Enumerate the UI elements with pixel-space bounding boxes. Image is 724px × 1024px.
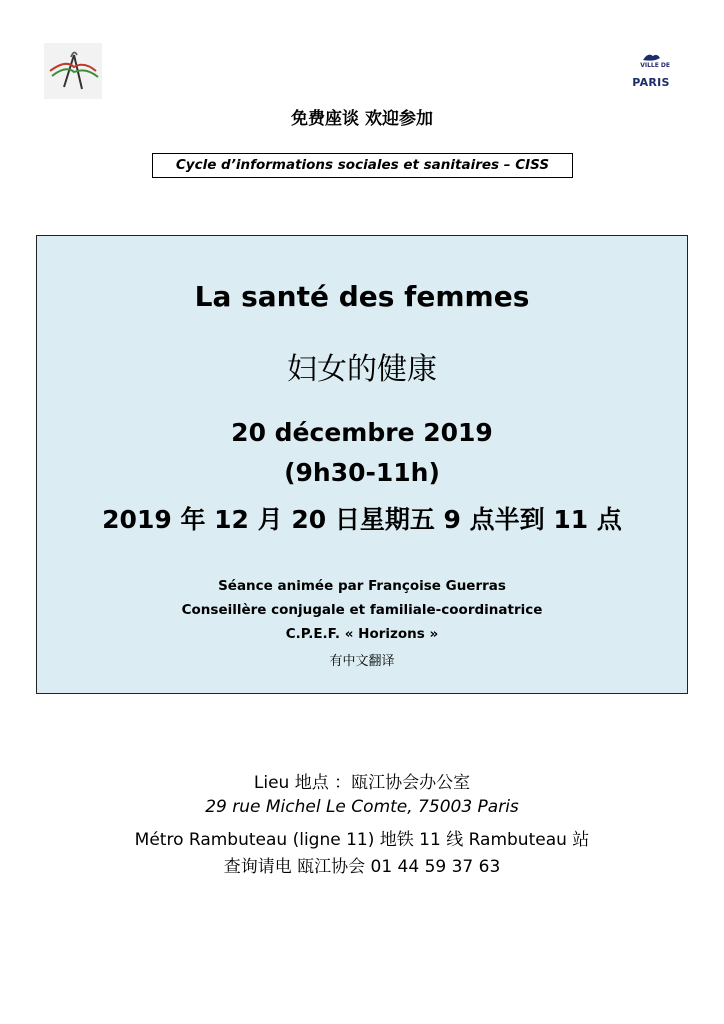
host-line: Séance animée par Françoise Guerras <box>218 578 506 594</box>
contact-line: 查询请电 瓯江协会 01 44 59 37 63 <box>223 857 501 877</box>
invitation-heading: 免费座谈 欢迎参加 <box>291 109 433 129</box>
address-line: 29 rue Michel Le Comte, 75003 Paris <box>205 797 519 817</box>
event-panel <box>36 235 688 694</box>
metro-line: Métro Rambuteau (ligne 11) 地铁 11 线 Rambuteau 站 <box>134 830 590 850</box>
translation-note: 有中文翻译 <box>329 654 395 669</box>
ville-de-label: VILLE DE <box>640 62 670 69</box>
host-org-line: C.P.E.F. « Horizons » <box>285 626 439 642</box>
event-time: (9h30-11h) <box>284 458 440 487</box>
event-title-fr: La santé des femmes <box>194 280 530 313</box>
event-date-fr: 20 décembre 2019 <box>231 418 493 447</box>
event-title-zh: 妇女的健康 <box>287 352 437 387</box>
cycle-banner: Cycle d’informations sociales et sanitaires – CISS <box>152 153 573 178</box>
stylized-figure-logo-icon <box>44 43 102 99</box>
host-role-line: Conseillère conjugale et familiale-coordinatrice <box>181 602 543 618</box>
ville-de-paris-logo-icon <box>626 50 676 94</box>
event-date-zh: 2019 年 12 月 20 日星期五 9 点半到 11 点 <box>102 505 622 534</box>
paris-label: PARIS <box>632 76 670 89</box>
venue-line: Lieu 地点 ：瓯江协会办公室 <box>253 773 471 793</box>
